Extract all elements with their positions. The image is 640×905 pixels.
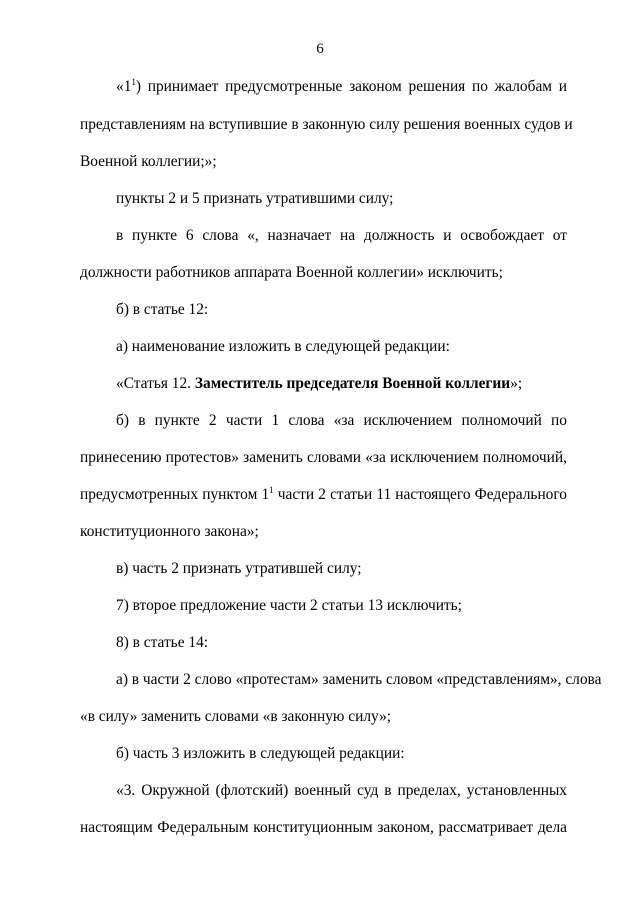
text-fragment: ) принимает предусмотренные законом решения по жалобам и	[135, 78, 567, 95]
text-line: в пункте 6 слова «, назначает на должность и освобождает от	[116, 227, 567, 244]
superscript: 1	[131, 77, 136, 87]
text-fragment: «Статья 12.	[116, 375, 195, 392]
text-line	[116, 77, 567, 97]
article-heading: Заместитель председателя Военной коллегии	[194, 375, 511, 392]
text-line: принесению протестов» заменить словами «за исключением полномочий,	[80, 449, 567, 466]
text-line: в) часть 2 признать утратившей силу;	[116, 560, 362, 577]
text-line: б) в пункте 2 части 1 слова «за исключением полномочий по	[116, 412, 567, 429]
text-line: Военной коллегии;»;	[80, 153, 217, 170]
text-line: «3. Окружной (флотский) военный суд в пределах, установленных	[116, 782, 567, 799]
text-fragment: «1	[116, 78, 132, 95]
text-line: пункты 2 и 5 признать утратившими силу;	[116, 190, 394, 207]
text-line: б) часть 3 изложить в следующей редакции:	[116, 745, 405, 762]
page-number: 6	[316, 41, 324, 57]
text-line: конституционного закона»;	[80, 523, 259, 540]
text-fragment: части 2 статьи 11 настоящего Федерального	[273, 486, 567, 503]
text-line: а) наименование изложить в следующей редакции:	[116, 338, 450, 355]
text-fragment: »;	[510, 375, 523, 392]
text-line: а) в части 2 слово «протестам» заменить словом «представлениям», слова	[116, 671, 602, 688]
text-line: 8) в статье 14:	[116, 634, 209, 651]
text-line: представлениям на вступившие в законную силу решения военных судов и	[80, 116, 573, 133]
superscript: 1	[269, 485, 274, 495]
text-fragment: предусмотренных пунктом 1	[80, 486, 270, 503]
text-line	[80, 485, 567, 505]
text-line	[116, 374, 522, 394]
text-line: б) в статье 12:	[116, 301, 209, 318]
text-line: «в силу» заменить словами «в законную силу»;	[80, 708, 392, 725]
text-line: 7) второе предложение части 2 статьи 13 исключить;	[116, 597, 462, 614]
text-line: настоящим Федеральным конституционным законом, рассматривает дела	[80, 819, 567, 836]
text-line: должности работников аппарата Военной коллегии» исключить;	[80, 264, 503, 281]
